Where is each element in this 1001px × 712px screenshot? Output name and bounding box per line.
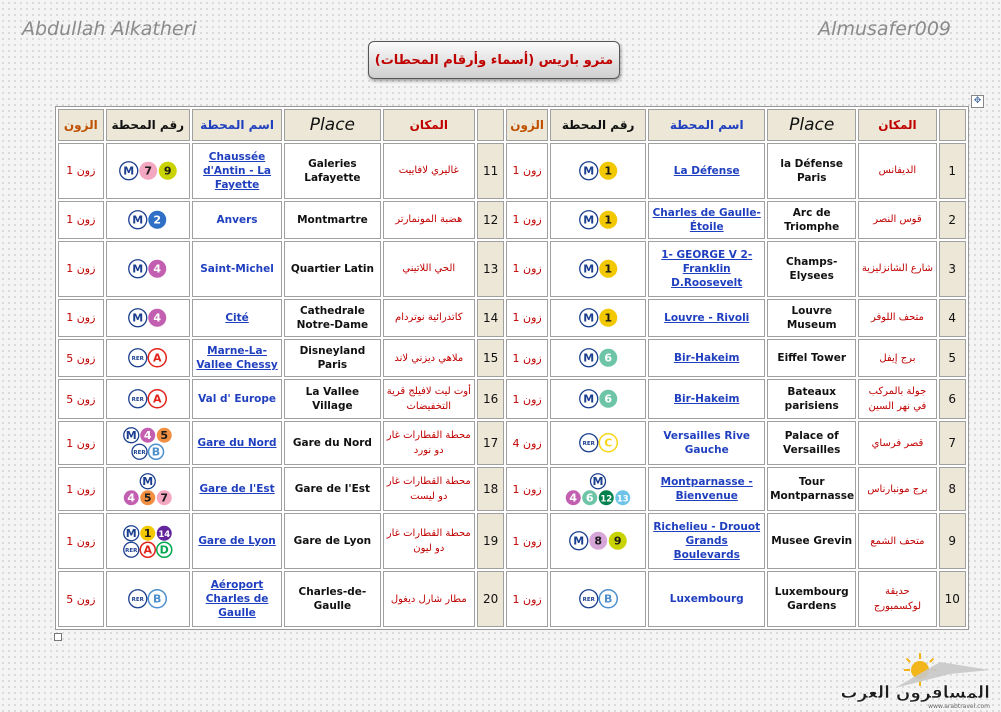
makan-cell: متحف الشمع — [858, 513, 936, 569]
header-zone: الزون — [58, 109, 104, 141]
row-index-cell: 11 — [477, 143, 504, 199]
zone-cell: زون 1 — [506, 467, 548, 511]
makan-cell: مطار شارل ديغول — [383, 571, 475, 627]
header-makan: المكان — [858, 109, 936, 141]
metro-m-icon — [579, 309, 597, 327]
metro-line-1-icon — [599, 260, 617, 278]
line-numbers-cell — [550, 513, 646, 569]
line-numbers-cell — [106, 339, 190, 377]
header-zone: الزون — [506, 109, 548, 141]
svg-text:M: M — [582, 164, 594, 178]
zone-cell: زون 1 — [58, 143, 104, 199]
zone-cell: زون 1 — [506, 571, 548, 627]
makan-cell: جولة بالمركب في نهر السين — [858, 379, 936, 419]
line-numbers-cell — [106, 241, 190, 297]
svg-text:4: 4 — [153, 262, 162, 276]
place-cell: La Vallee Village — [284, 379, 380, 419]
line-icons — [579, 348, 618, 368]
makan-cell: الحي اللاتيني — [383, 241, 475, 297]
metro-line-7-icon — [157, 490, 172, 505]
makan-cell: برج مونبارناس — [858, 467, 936, 511]
line-numbers-cell — [550, 421, 646, 465]
makan-cell: كاتدرائية نوتردام — [383, 299, 475, 337]
header-index — [939, 109, 967, 141]
metro-line-4-icon — [124, 490, 139, 505]
svg-text:9: 9 — [613, 534, 622, 548]
place-cell: Gare du Nord — [284, 421, 380, 465]
zone-cell: زون 1 — [506, 339, 548, 377]
header-makan: المكان — [383, 109, 475, 141]
header-number: رقم المحطة — [106, 109, 190, 141]
place-cell: Champs-Elysees — [767, 241, 856, 297]
svg-text:RER: RER — [582, 441, 595, 448]
rer-icon — [579, 434, 597, 452]
metro-line-14-icon — [157, 525, 172, 540]
place-cell: Galeries Lafayette — [284, 143, 380, 199]
rer-line-a-icon — [149, 349, 167, 367]
table-row — [58, 201, 966, 239]
row-index-cell: 20 — [477, 571, 504, 627]
row-index-cell: 4 — [939, 299, 967, 337]
svg-text:6: 6 — [604, 392, 612, 406]
station-name-cell: Bir-Hakeim — [648, 339, 765, 377]
zone-cell: زون 1 — [506, 241, 548, 297]
svg-text:4: 4 — [127, 491, 136, 505]
makan-cell: غاليري لافاييت — [383, 143, 475, 199]
metro-line-1-icon — [599, 309, 617, 327]
row-index-cell: 14 — [477, 299, 504, 337]
line-icons — [128, 210, 167, 230]
table-row — [58, 571, 966, 627]
makan-cell: قوس النصر — [858, 201, 936, 239]
svg-text:13: 13 — [616, 494, 629, 505]
metro-line-4-icon — [149, 260, 167, 278]
svg-text:A: A — [153, 351, 162, 365]
table-row — [58, 241, 966, 297]
metro-line-2-icon — [149, 211, 167, 229]
place-cell: Disneyland Paris — [284, 339, 380, 377]
line-icons — [123, 525, 173, 558]
makan-cell: برج إيفل — [858, 339, 936, 377]
header-number: رقم المحطة — [550, 109, 646, 141]
zone-cell: زون 1 — [58, 467, 104, 511]
metro-line-7-icon — [139, 162, 157, 180]
svg-text:M: M — [125, 526, 137, 540]
line-icons — [128, 589, 167, 609]
metro-line-5-icon — [140, 490, 155, 505]
rer-line-a-icon — [149, 390, 167, 408]
station-name-cell: Bir-Hakeim — [648, 379, 765, 419]
svg-text:14: 14 — [158, 529, 171, 540]
rer-line-b-icon — [599, 590, 617, 608]
metro-m-icon — [579, 390, 597, 408]
metro-line-4-icon — [149, 309, 167, 327]
author-right: Almusafer009 — [818, 18, 951, 40]
row-index-cell: 13 — [477, 241, 504, 297]
row-index-cell: 2 — [939, 201, 967, 239]
logo-text: المسافرون العرب — [840, 683, 990, 703]
metro-line-1-icon — [599, 211, 617, 229]
station-name-cell: Chaussée d'Antin - La Fayette — [192, 143, 282, 199]
place-cell: Palace of Versailles — [767, 421, 856, 465]
row-index-cell: 10 — [939, 571, 967, 627]
table-move-handle-icon[interactable]: ✥ — [971, 95, 984, 108]
rer-icon — [129, 390, 147, 408]
metro-m-icon — [579, 162, 597, 180]
svg-text:6: 6 — [586, 491, 594, 505]
place-cell: Eiffel Tower — [767, 339, 856, 377]
line-icons — [579, 433, 618, 453]
metro-m-icon — [140, 473, 155, 488]
rer-icon — [124, 542, 139, 557]
metro-line-6-icon — [599, 349, 617, 367]
station-name-cell: Cité — [192, 299, 282, 337]
line-icons — [569, 531, 628, 551]
makan-cell: محطة القطارات غار دو ليون — [383, 513, 475, 569]
zone-cell: زون 5 — [58, 571, 104, 627]
metro-m-icon — [129, 309, 147, 327]
svg-text:1: 1 — [604, 164, 612, 178]
table-row — [58, 513, 966, 569]
station-name-cell: 1- GEORGE V 2- Franklin D.Roosevelt — [648, 241, 765, 297]
table-row — [58, 467, 966, 511]
row-index-cell: 17 — [477, 421, 504, 465]
row-index-cell: 9 — [939, 513, 967, 569]
station-name-cell: Anvers — [192, 201, 282, 239]
svg-text:RER: RER — [131, 597, 145, 603]
row-index-cell: 6 — [939, 379, 967, 419]
zone-cell: زون 5 — [58, 379, 104, 419]
line-icons — [579, 589, 618, 609]
place-cell: Montmartre — [284, 201, 380, 239]
line-icons — [128, 259, 167, 279]
metro-stations-table — [55, 106, 969, 630]
metro-m-icon — [579, 260, 597, 278]
svg-text:RER: RER — [133, 449, 146, 456]
metro-line-6-icon — [599, 390, 617, 408]
header-index — [477, 109, 504, 141]
svg-text:M: M — [125, 428, 137, 442]
rer-line-d-icon — [157, 542, 172, 557]
zone-cell: زون 4 — [506, 421, 548, 465]
metro-m-icon — [129, 260, 147, 278]
station-name-cell: Luxembourg — [648, 571, 765, 627]
metro-line-12-icon — [599, 490, 614, 505]
line-numbers-cell — [106, 201, 190, 239]
svg-text:M: M — [142, 474, 154, 488]
metro-line-9-icon — [609, 532, 627, 550]
row-index-cell: 12 — [477, 201, 504, 239]
metro-line-5-icon — [157, 427, 172, 442]
row-index-cell: 1 — [939, 143, 967, 199]
svg-text:M: M — [582, 262, 594, 276]
svg-text:RER: RER — [582, 597, 595, 603]
row-index-cell: 18 — [477, 467, 504, 511]
svg-text:A: A — [143, 543, 153, 557]
row-index-cell: 16 — [477, 379, 504, 419]
svg-text:M: M — [132, 262, 144, 276]
line-icons — [128, 389, 167, 409]
header-row — [58, 109, 966, 141]
line-numbers-cell — [550, 339, 646, 377]
rer-line-a-icon — [140, 542, 155, 557]
line-icons — [579, 161, 618, 181]
place-cell: Gare de l'Est — [284, 467, 380, 511]
rer-line-c-icon — [599, 434, 617, 452]
line-icons — [128, 308, 167, 328]
svg-text:RER: RER — [131, 397, 145, 404]
svg-text:B: B — [153, 592, 162, 606]
svg-text:M: M — [582, 392, 594, 406]
line-icons — [579, 308, 618, 328]
line-numbers-cell — [106, 467, 190, 511]
station-name-cell: Gare de l'Est — [192, 467, 282, 511]
station-name-cell: Val d' Europe — [192, 379, 282, 419]
metro-m-icon — [129, 211, 147, 229]
svg-text:5: 5 — [143, 491, 152, 505]
metro-line-9-icon — [158, 162, 176, 180]
metro-line-4-icon — [566, 490, 581, 505]
svg-text:4: 4 — [153, 311, 162, 325]
metro-m-icon — [579, 349, 597, 367]
header-place: Place — [767, 109, 856, 141]
makan-cell: شارع الشانزليزية — [858, 241, 936, 297]
makan-cell: ملاهي ديزني لاند — [383, 339, 475, 377]
svg-text:M: M — [592, 474, 604, 488]
header-place: Place — [284, 109, 380, 141]
svg-text:M: M — [582, 351, 594, 365]
svg-text:RER: RER — [131, 356, 145, 363]
svg-text:12: 12 — [600, 494, 613, 505]
line-numbers-cell — [550, 241, 646, 297]
row-index-cell: 7 — [939, 421, 967, 465]
rer-icon — [129, 349, 147, 367]
svg-text:M: M — [122, 164, 134, 178]
svg-text:1: 1 — [604, 311, 612, 325]
makan-cell: حديقة لوكسمبورج — [858, 571, 936, 627]
makan-cell: قصر فرساي — [858, 421, 936, 465]
svg-text:C: C — [603, 437, 612, 451]
svg-text:7: 7 — [160, 491, 169, 505]
rer-icon — [132, 444, 147, 459]
table-resize-handle[interactable] — [54, 633, 62, 641]
zone-cell: زون 1 — [58, 201, 104, 239]
svg-text:M: M — [582, 213, 594, 227]
place-cell: Bateaux parisiens — [767, 379, 856, 419]
station-name-cell: Aéroport Charles de Gaulle — [192, 571, 282, 627]
metro-m-icon — [591, 473, 606, 488]
zone-cell: زون 1 — [58, 299, 104, 337]
station-name-cell: Charles de Gaulle-Étoile — [648, 201, 765, 239]
line-numbers-cell — [106, 513, 190, 569]
table-row — [58, 379, 966, 419]
place-cell: Charles-de-Gaulle — [284, 571, 380, 627]
makan-cell: متحف اللوفر — [858, 299, 936, 337]
station-name-cell: Marne-La-Vallee Chessy — [192, 339, 282, 377]
station-name-cell: Gare du Nord — [192, 421, 282, 465]
makan-cell: الديفانس — [858, 143, 936, 199]
line-icons — [579, 259, 618, 279]
place-cell: Arc de Triomphe — [767, 201, 856, 239]
line-icons — [119, 161, 178, 181]
svg-text:D: D — [159, 543, 169, 557]
svg-text:M: M — [132, 213, 144, 227]
header-name: اسم المحطة — [648, 109, 765, 141]
metro-m-icon — [570, 532, 588, 550]
page-title: مترو باريس (أسماء وأرقام المحطات) — [368, 41, 620, 79]
zone-cell: زون 1 — [506, 513, 548, 569]
line-numbers-cell — [106, 299, 190, 337]
line-icons — [123, 473, 173, 506]
place-cell: Tour Montparnasse — [767, 467, 856, 511]
line-icons — [579, 389, 618, 409]
svg-text:1: 1 — [143, 526, 152, 540]
makan-cell: محطة القطارات غار دو نورد — [383, 421, 475, 465]
rer-line-b-icon — [149, 590, 167, 608]
table-row — [58, 143, 966, 199]
rer-icon — [129, 590, 147, 608]
author-left: Abdullah Alkatheri — [22, 18, 197, 40]
table-row — [58, 421, 966, 465]
metro-line-1-icon — [140, 525, 155, 540]
zone-cell: زون 1 — [58, 241, 104, 297]
zone-cell: زون 1 — [506, 379, 548, 419]
arab-travelers-logo — [840, 648, 998, 710]
station-name-cell: Richelieu - Drouot Grands Boulevards — [648, 513, 765, 569]
place-cell: Quartier Latin — [284, 241, 380, 297]
row-index-cell: 15 — [477, 339, 504, 377]
svg-text:9: 9 — [163, 164, 172, 178]
line-numbers-cell — [550, 201, 646, 239]
svg-text:7: 7 — [143, 164, 152, 178]
svg-text:M: M — [582, 311, 594, 325]
table-row — [58, 339, 966, 377]
row-index-cell: 3 — [939, 241, 967, 297]
svg-text:4: 4 — [569, 491, 578, 505]
line-numbers-cell — [106, 421, 190, 465]
row-index-cell: 8 — [939, 467, 967, 511]
line-icons — [565, 473, 631, 506]
metro-m-icon — [579, 211, 597, 229]
line-numbers-cell — [550, 143, 646, 199]
svg-text:A: A — [153, 392, 162, 406]
makan-cell: هضبة المونمارتر — [383, 201, 475, 239]
line-numbers-cell — [106, 571, 190, 627]
metro-line-4-icon — [140, 427, 155, 442]
svg-text:B: B — [603, 592, 613, 606]
rer-icon — [579, 590, 597, 608]
station-name-cell: Montparnasse - Bienvenue — [648, 467, 765, 511]
station-name-cell: Gare de Lyon — [192, 513, 282, 569]
zone-cell: زون 5 — [58, 339, 104, 377]
line-icons — [128, 348, 167, 368]
station-name-cell: La Défense — [648, 143, 765, 199]
station-name-cell: Louvre - Rivoli — [648, 299, 765, 337]
metro-m-icon — [119, 162, 137, 180]
station-name-cell: Saint-Michel — [192, 241, 282, 297]
place-cell: Luxembourg Gardens — [767, 571, 856, 627]
line-numbers-cell — [550, 379, 646, 419]
place-cell: Gare de Lyon — [284, 513, 380, 569]
zone-cell: زون 1 — [506, 201, 548, 239]
svg-text:B: B — [151, 445, 161, 459]
svg-text:6: 6 — [604, 351, 612, 365]
zone-cell: زون 1 — [506, 299, 548, 337]
row-index-cell: 5 — [939, 339, 967, 377]
header-name: اسم المحطة — [192, 109, 282, 141]
line-numbers-cell — [550, 467, 646, 511]
makan-cell: محطة القطارات غار دو ليست — [383, 467, 475, 511]
line-numbers-cell — [106, 379, 190, 419]
makan-cell: أوت ليت لافيلج قرية التخفيضات — [383, 379, 475, 419]
metro-m-icon — [124, 427, 139, 442]
zone-cell: زون 1 — [506, 143, 548, 199]
svg-text:2: 2 — [153, 213, 162, 227]
svg-text:1: 1 — [604, 262, 612, 276]
row-index-cell: 19 — [477, 513, 504, 569]
svg-text:5: 5 — [160, 428, 169, 442]
place-cell: Cathedrale Notre-Dame — [284, 299, 380, 337]
line-icons — [123, 427, 173, 460]
zone-cell: زون 1 — [58, 421, 104, 465]
place-cell: la Défense Paris — [767, 143, 856, 199]
svg-text:1: 1 — [604, 213, 612, 227]
svg-text:8: 8 — [594, 534, 602, 548]
svg-text:4: 4 — [143, 428, 152, 442]
line-numbers-cell — [550, 299, 646, 337]
line-numbers-cell — [550, 571, 646, 627]
svg-text:M: M — [132, 311, 144, 325]
logo-site: www.arabtravel.com — [928, 703, 990, 710]
metro-line-1-icon — [599, 162, 617, 180]
metro-line-6-icon — [582, 490, 597, 505]
line-numbers-cell — [106, 143, 190, 199]
place-cell: Louvre Museum — [767, 299, 856, 337]
place-cell: Musee Grevin — [767, 513, 856, 569]
station-name-cell: Versailles Rive Gauche — [648, 421, 765, 465]
svg-text:M: M — [573, 534, 585, 548]
table-row — [58, 299, 966, 337]
metro-m-icon — [124, 525, 139, 540]
svg-text:RER: RER — [125, 547, 138, 554]
zone-cell: زون 1 — [58, 513, 104, 569]
rer-line-b-icon — [149, 444, 164, 459]
line-icons — [579, 210, 618, 230]
metro-line-8-icon — [589, 532, 607, 550]
metro-line-13-icon — [615, 490, 630, 505]
